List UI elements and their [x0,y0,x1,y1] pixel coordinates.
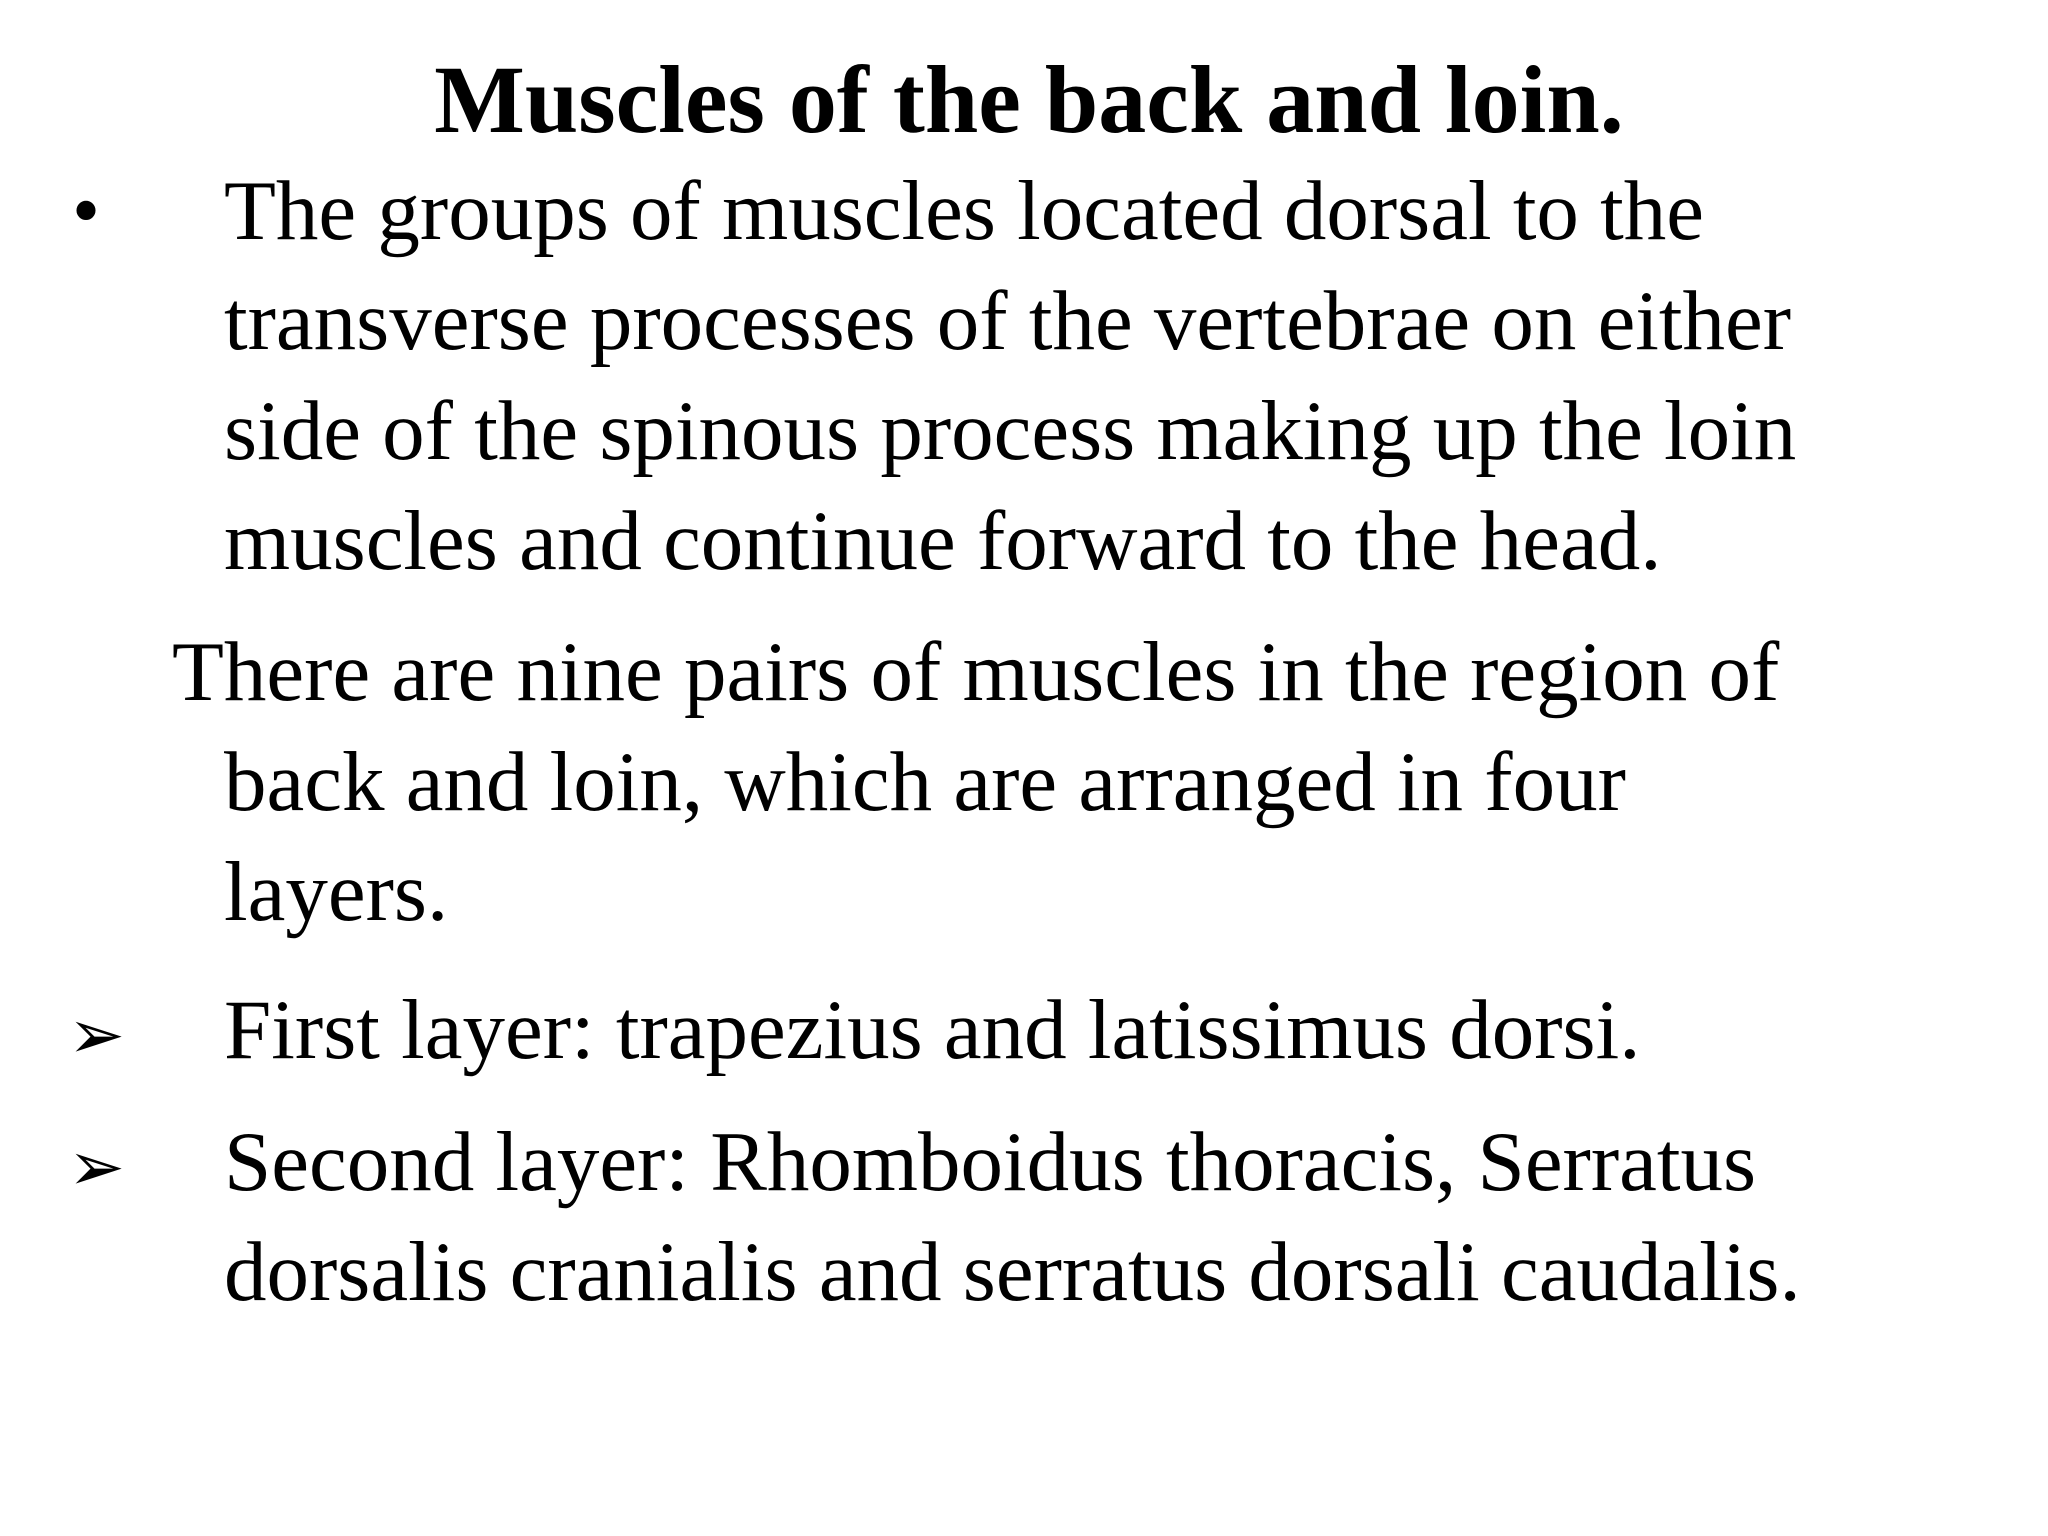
paragraph-line: layers. [224,845,449,939]
paragraph-line: back and loin, which are arranged in four [224,735,1626,829]
arrow-item-line: Second layer: Rhomboidus thoracis, Serratus [224,1115,1757,1209]
arrow-bullet-icon: ➢ [68,996,125,1075]
bullet-dot-icon: • [72,167,101,255]
bullet-line: side of the spinous process making up the loin [224,384,1797,478]
arrow-item-line: First layer: trapezius and latissimus dorsi. [224,983,1641,1077]
bullet-line: muscles and continue forward to the head. [224,494,1662,588]
arrow-item-line: dorsalis cranialis and serratus dorsali caudalis. [224,1225,1801,1319]
bullet-line: transverse processes of the vertebrae on either [224,274,1792,368]
bullet-line: The groups of muscles located dorsal to the [224,164,1705,258]
slide-title: Muscles of the back and loin. [434,46,1624,153]
paragraph-line: There are nine pairs of muscles in the region of [172,625,1780,719]
arrow-bullet-icon: ➢ [68,1128,125,1207]
